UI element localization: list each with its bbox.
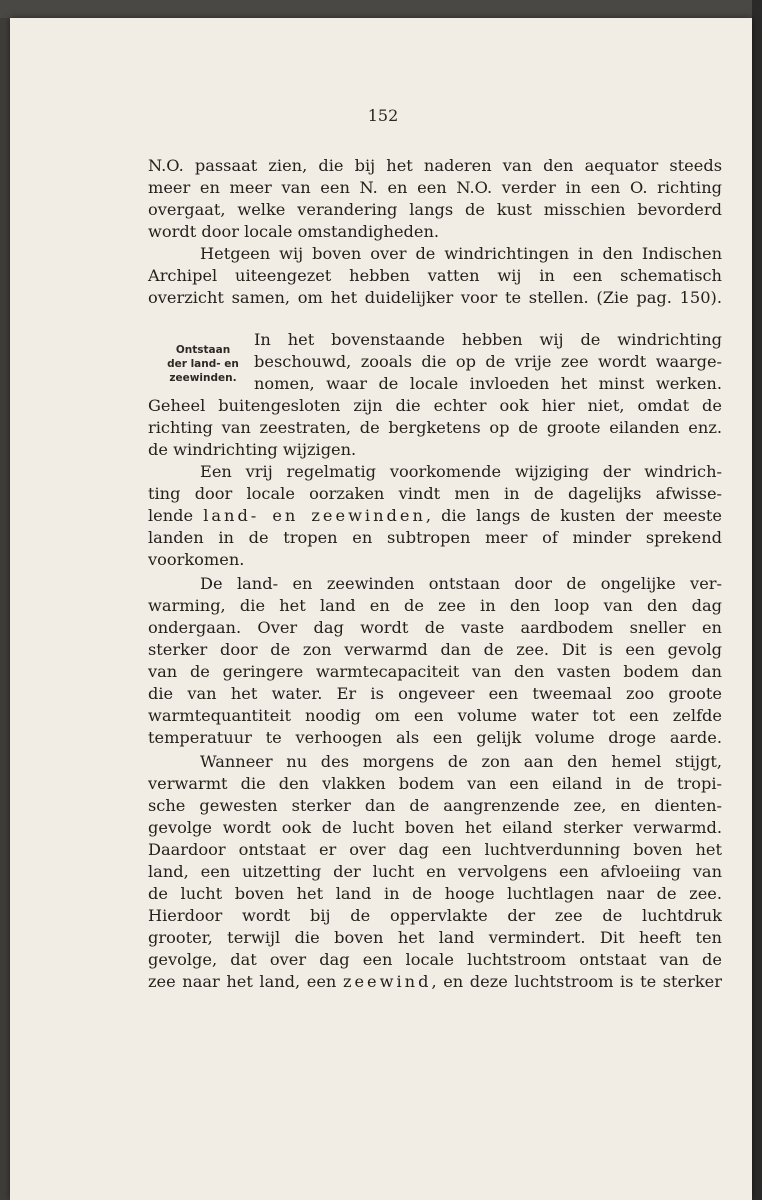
text-line: overzicht samen, om het duidelijker voor te stellen. (Zie pag. 150). [148, 288, 722, 307]
margin-note-line: zeewinden. [169, 372, 237, 384]
text-line: Wanneer nu des morgens de zon aan den hemel stijgt, [200, 752, 722, 771]
spaced-term: zeewind [342, 972, 432, 991]
text-line: van de geringere warmtecapaciteit van den vasten bodem dan [148, 662, 722, 681]
text-line: overgaat, welke verandering langs de kust misschien bevorderd [148, 200, 722, 219]
text-line: Een vrij regelmatig voorkomende wijziging der windrich- [200, 462, 722, 481]
text-line: de windrichting wijzigen. [148, 440, 357, 459]
text-line: sche gewesten sterker dan de aangrenzende zee, en dienten- [148, 796, 722, 815]
text-line: grooter, terwijl die boven het land vermindert. Dit heeft ten [148, 928, 722, 947]
text-line: wordt door locale omstandigheden. [148, 222, 440, 241]
text-segment: , die langs de kusten der meeste [425, 506, 722, 525]
text-line [148, 972, 722, 992]
text-line: voorkomen. [148, 550, 245, 569]
text-line: de lucht boven het land in de hooge luchtlagen naar de zee. [148, 884, 722, 903]
text-line: Geheel buitengesloten zijn die echter ook hier niet, omdat de [148, 396, 722, 415]
text-line: In het bovenstaande hebben wij de windrichting [254, 330, 722, 349]
margin-note-line: Ontstaan [175, 344, 231, 356]
text-line: De land- en zeewinden ontstaan door de ongelijke ver- [200, 574, 722, 593]
text-line: Archipel uiteengezet hebben vatten wij in een schematisch [148, 266, 722, 285]
text-line: Daardoor ontstaat er over dag een luchtverdunning boven het [148, 840, 722, 859]
text-line: richting van zeestraten, de bergketens op de groote eilanden enz. [148, 418, 722, 437]
text-line: meer en meer van een N. en een N.O. verder in een O. richting [148, 178, 722, 197]
text-line: warming, die het land en de zee in den loop van den dag [148, 596, 722, 615]
scan-right-edge [752, 0, 762, 1200]
text-line: ting door locale oorzaken vindt men in de dagelijks afwisse- [148, 484, 722, 503]
text-line: die van het water. Er is ongeveer een tweemaal zoo groote [148, 684, 722, 703]
text-segment: , en deze luchtstroom is te sterker [431, 972, 723, 991]
text-line: Hetgeen wij boven over de windrichtingen in den Indischen [200, 244, 722, 263]
text-line: verwarmt die den vlakken bodem van een eiland in de tropi- [148, 774, 722, 793]
text-line: temperatuur te verhoogen als een gelijk volume droge aarde. [148, 728, 722, 747]
text-line: ondergaan. Over dag wordt de vaste aardbodem sneller en [148, 618, 722, 637]
text-line: sterker door de zon verwarmd dan de zee. Dit is een gevolg [148, 640, 722, 659]
text-line [148, 506, 722, 526]
text-line: Hierdoor wordt bij de oppervlakte der zee de luchtdruk [148, 906, 722, 925]
page-number: 152 [367, 106, 399, 125]
text-line: gevolge wordt ook de lucht boven het eiland sterker verwarmd. [148, 818, 722, 837]
text-line: landen in de tropen en subtropen meer of minder sprekend [148, 528, 722, 547]
spaced-term: land- en zeewinden [203, 506, 426, 525]
text-line: nomen, waar de locale invloeden het minst werken. [254, 374, 722, 393]
text-line: land, een uitzetting der lucht en vervolgens een afvloeiing van [148, 862, 722, 881]
margin-note [158, 343, 248, 385]
book-page [10, 18, 752, 1200]
text-segment: lende [148, 506, 204, 525]
text-line: N.O. passaat zien, die bij het naderen van den aequator steeds [148, 156, 722, 175]
scan-top-edge [0, 0, 762, 18]
margin-note-line: der land- en [167, 358, 239, 370]
text-line: warmtequantiteit noodig om een volume water tot een zelfde [148, 706, 722, 725]
text-line: beschouwd, zooals die op de vrije zee wordt waarge- [254, 352, 722, 371]
text-segment: zee naar het land, een [148, 972, 343, 991]
text-line: gevolge, dat over dag een locale luchtstroom ontstaat van de [148, 950, 722, 969]
